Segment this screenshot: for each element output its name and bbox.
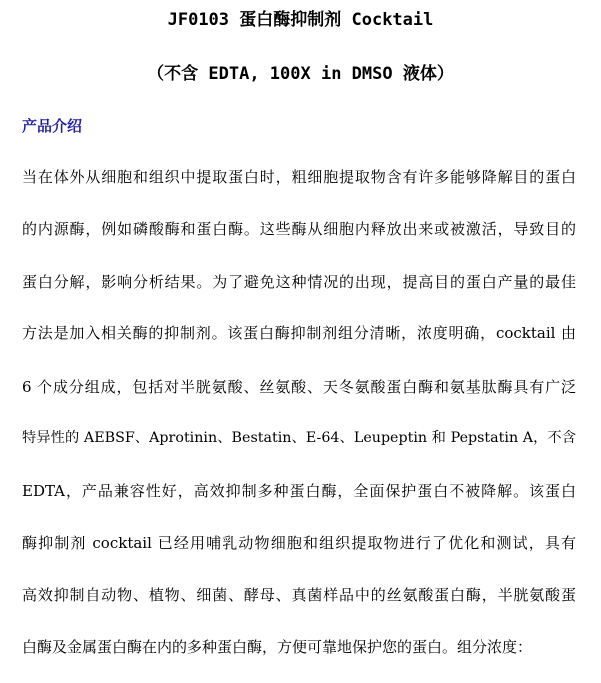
paragraph-line-9: 高效抑制自动物、植物、细菌、酵母、真菌样品中的丝氨酸蛋白酶，半胱氨酸蛋: [22, 586, 576, 604]
product-title: JF0103 蛋白酶抑制剂 Cocktail: [167, 10, 434, 30]
paragraph-line-7: EDTA，产品兼容性好，高效抑制多种蛋白酶，全面保护蛋白不被降解。该蛋白: [22, 482, 576, 500]
paragraph-line-6: 特异性的 AEBSF、Aprotinin、Bestatin、E-64、Leupeptin 和 Pepstatin A，不含: [22, 430, 576, 446]
paragraph-line-3: 蛋白分解，影响分析结果。为了避免这种情况的出现，提高目的蛋白产量的最佳: [22, 273, 576, 291]
product-subtitle: （不含 EDTA, 100X in DMSO 液体）: [147, 64, 454, 84]
paragraph-line-10: 白酶及金属蛋白酶在内的多种蛋白酶，方便可靠地保护您的蛋白。组分浓度：: [22, 638, 533, 656]
paragraph-line-4: 方法是加入相关酶的抑制剂。该蛋白酶抑制剂组分清晰，浓度明确，cocktail 由: [22, 324, 576, 342]
paragraph-line-5: 6 个成分组成，包括对半胱氨酸、丝氨酸、天冬氨酸蛋白酶和氨基肽酶具有广泛: [22, 378, 576, 396]
paragraph-line-2: 的内源酶，例如磷酸酶和蛋白酶。这些酶从细胞内释放出来或被激活，导致目的: [22, 220, 576, 238]
paragraph-line-1: 当在体外从细胞和组织中提取蛋白时，粗细胞提取物含有许多能够降解目的蛋白: [22, 168, 576, 186]
section-heading-product-intro: 产品介绍: [22, 117, 83, 135]
paragraph-line-8: 酶抑制剂 cocktail 已经用哺乳动物细胞和组织提取物进行了优化和测试，具有: [22, 534, 576, 552]
